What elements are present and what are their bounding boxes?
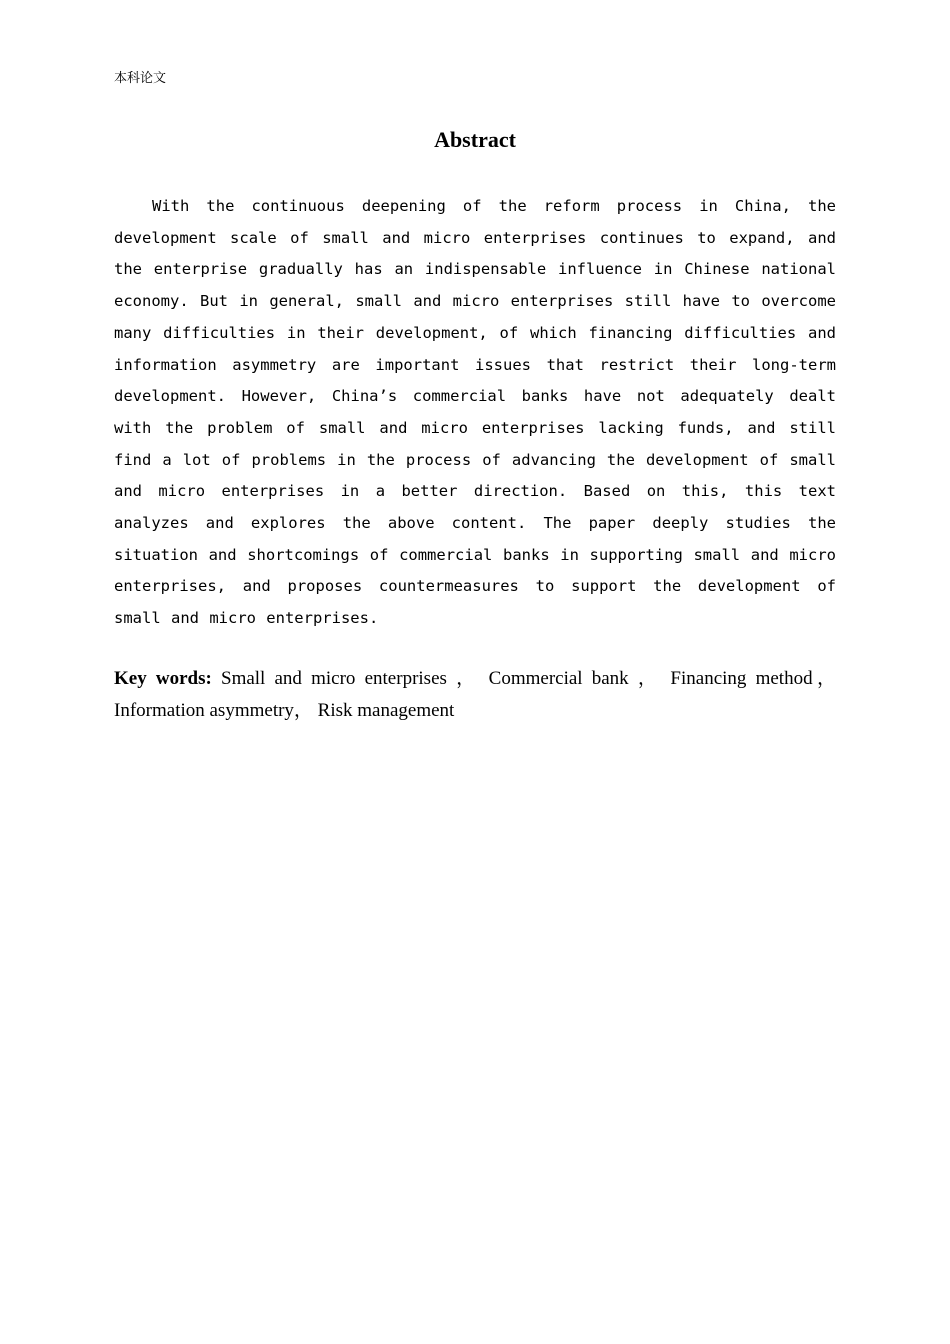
abstract-title: Abstract: [434, 127, 516, 152]
running-header: 本科论文: [114, 71, 167, 86]
keywords-label: Key words:: [114, 668, 212, 689]
abstract-body: With the continuous deepening of the reform process in China, the development scale of small and micro enterprises continues to expand, and the enterprise gradually has an indispensable influence in Chinese national economy. But in general, small and micro enterprises still have to overcome many difficulties in their development, of which financing difficulties and information asymmetry are important issues that restrict their long-term development. However, China’s commercial banks have not adequately dealt with the problem of small and micro enterprises lacking funds, and still find a lot of problems in the process of advancing the development of small and micro enterprises in a better direction. Based on this, this text analyzes and explores the above content. The paper deeply studies the situation and shortcomings of commercial banks in supporting small and micro enterprises, and proposes countermeasures to support the development of small and micro enterprises.: [114, 197, 836, 628]
keywords-text: Small and micro enterprises ， Commercial bank ， Financing method，Information asymmetry， Risk management: [114, 668, 836, 721]
keywords-paragraph: [114, 663, 836, 726]
